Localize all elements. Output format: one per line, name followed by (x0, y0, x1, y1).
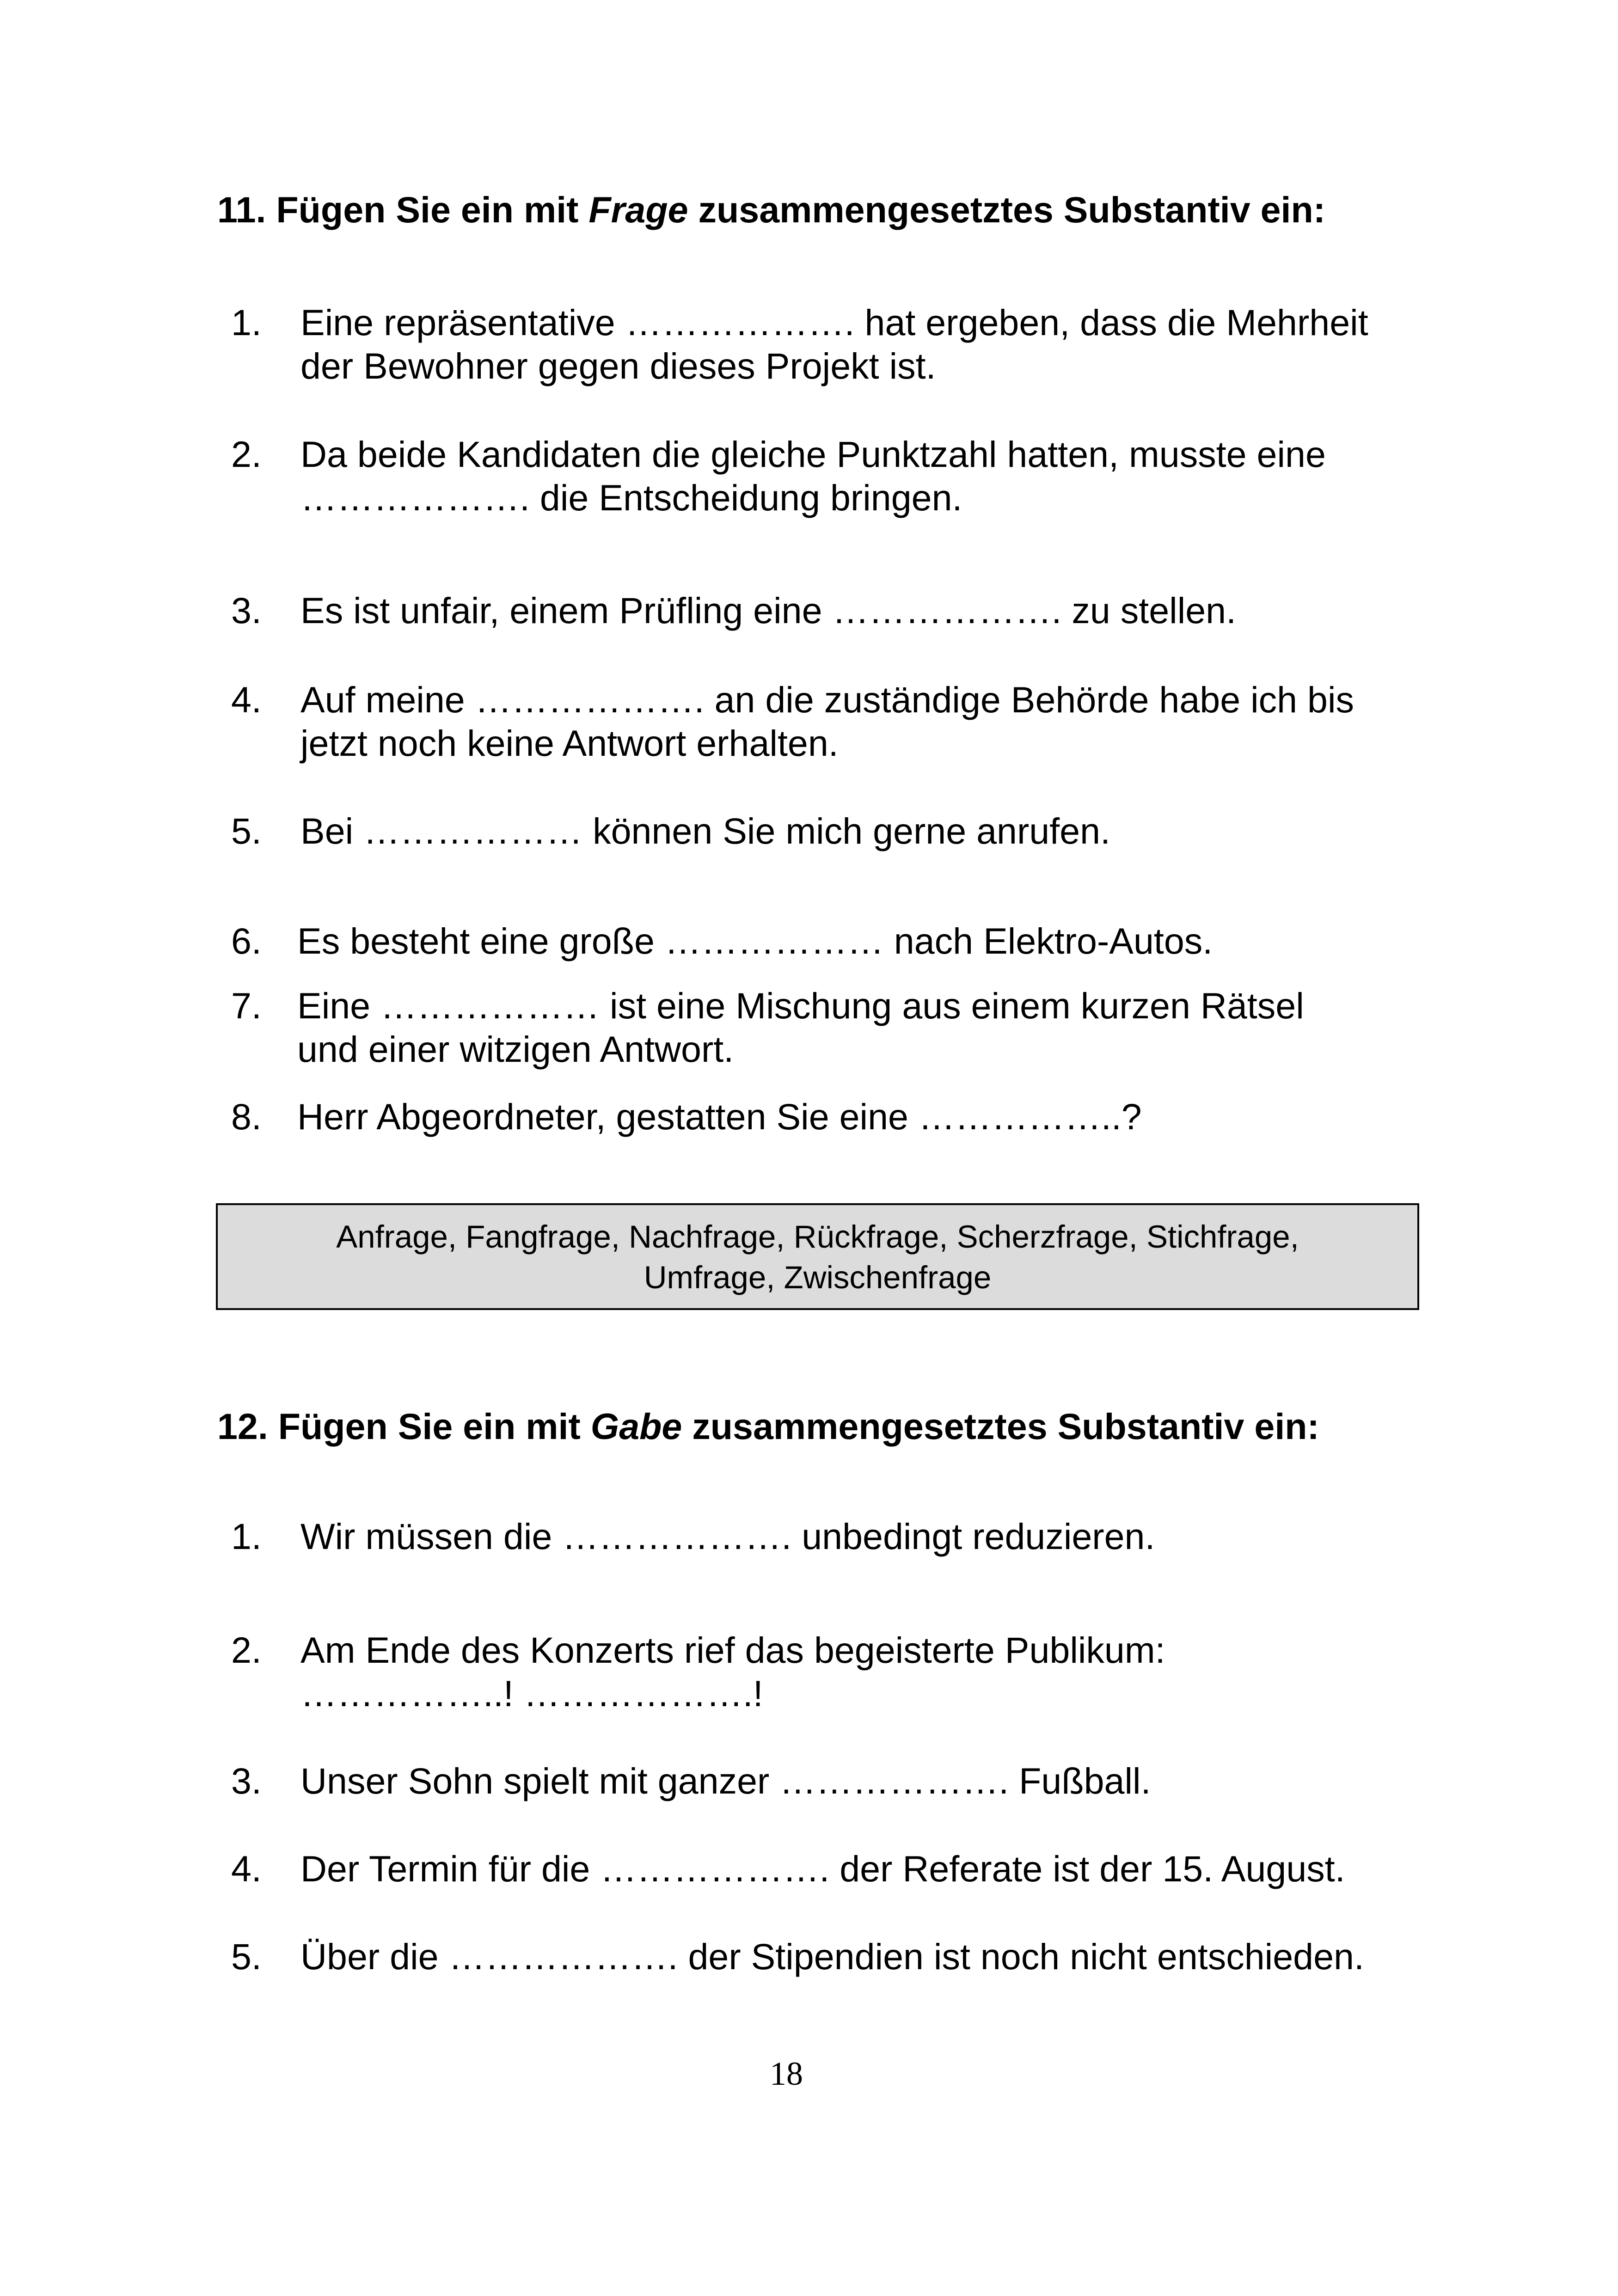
item-text: und einer witzigen Antwort. (297, 1029, 734, 1070)
item-number: 1. (231, 1516, 262, 1557)
item-number: 7. (231, 985, 262, 1026)
word-bank-line: Umfrage, Zwischenfrage (644, 1260, 992, 1295)
section-12-heading (217, 1405, 1319, 1448)
word-bank-line: Anfrage, Fangfrage, Nachfrage, Rückfrage, Scherzfrage, Stichfrage, (336, 1219, 1299, 1255)
section-12-number: 12. (217, 1406, 268, 1447)
word-bank-box (216, 1203, 1419, 1310)
item-text: Wir müssen die ………………. unbedingt reduzieren. (300, 1516, 1155, 1557)
item-text: Auf meine ………………. an die zuständige Behörde habe ich bis (300, 679, 1354, 720)
section-11-heading-pre: Fügen Sie ein mit (276, 189, 579, 230)
item-number: 4. (231, 1848, 262, 1889)
item-number: 5. (231, 1936, 262, 1977)
section-11-heading-post: zusammengesetztes Substantiv ein: (698, 189, 1326, 230)
item-number: 6. (231, 920, 262, 961)
section-11-number: 11. (217, 189, 266, 230)
item-text: ……………..! ……………….! (300, 1673, 763, 1714)
item-number: 8. (231, 1096, 262, 1137)
item-text: Bei ……………… können Sie mich gerne anrufen. (300, 810, 1110, 851)
item-text: Über die ………………. der Stipendien ist noch nicht entschieden. (300, 1936, 1364, 1977)
item-number: 3. (231, 1760, 262, 1801)
page-number: 18 (770, 2055, 803, 2092)
section-12-keyword: Gabe (590, 1406, 682, 1447)
item-text: der Bewohner gegen dieses Projekt ist. (300, 345, 936, 386)
item-text: Der Termin für die ………………. der Referate ist der 15. August. (300, 1848, 1345, 1889)
section-12-heading-post: zusammengesetztes Substantiv ein: (692, 1406, 1319, 1447)
item-text: ………………. die Entscheidung bringen. (300, 477, 962, 518)
section-11-keyword: Frage (588, 189, 688, 230)
item-text: Es besteht eine große ……………… nach Elektro-Autos. (297, 920, 1213, 961)
item-number: 5. (231, 810, 262, 851)
item-number: 4. (231, 679, 262, 720)
item-number: 2. (231, 434, 262, 475)
item-text: Eine ……………… ist eine Mischung aus einem kurzen Rätsel (297, 985, 1304, 1026)
item-text: jetzt noch keine Antwort erhalten. (300, 722, 839, 764)
item-text: Es ist unfair, einem Prüfling eine ………………. zu stellen. (300, 590, 1237, 631)
item-text: Herr Abgeordneter, gestatten Sie eine ……………..? (297, 1096, 1142, 1137)
item-number: 2. (231, 1629, 262, 1671)
section-11-heading (217, 189, 1325, 231)
item-text: Da beide Kandidaten die gleiche Punktzahl hatten, musste eine (300, 434, 1326, 475)
item-number: 1. (231, 302, 262, 343)
item-text: Eine repräsentative ………………. hat ergeben, dass die Mehrheit (300, 302, 1368, 343)
item-text: Am Ende des Konzerts rief das begeisterte Publikum: (300, 1629, 1165, 1671)
item-text: Unser Sohn spielt mit ganzer ………………. Fußball. (300, 1760, 1151, 1801)
section-12-heading-pre: Fügen Sie ein mit (278, 1406, 581, 1447)
item-number: 3. (231, 590, 262, 631)
